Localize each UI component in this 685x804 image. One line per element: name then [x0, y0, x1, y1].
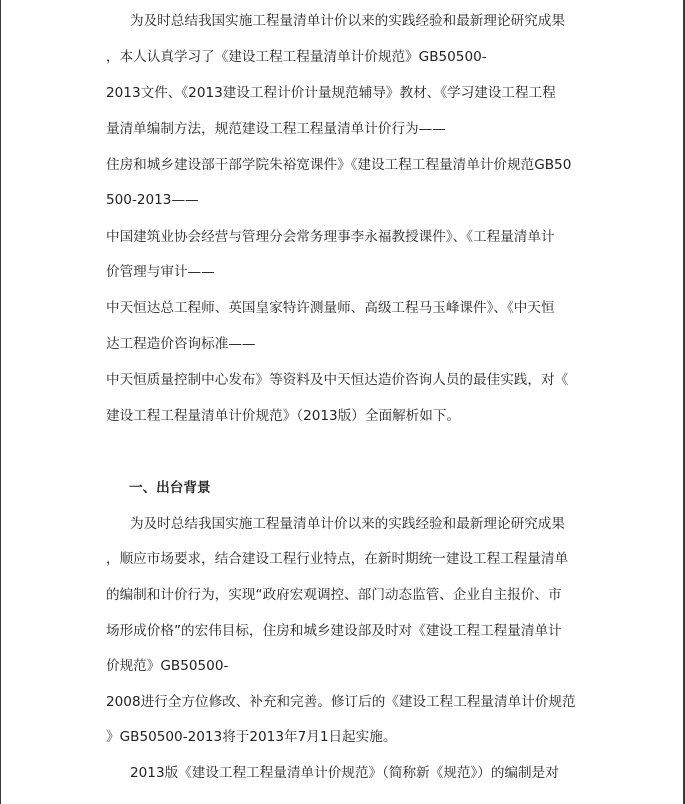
intro-line-2: ，本人认真学习了《建设工程工程量清单计价规范》GB50500- [106, 49, 487, 65]
intro-line-5: 住房和城乡建设部干部学院朱裕宽课件》《建设工程工程量清单计价规范GB50 [106, 157, 572, 173]
section-line-3: 的编制和计价行为，实现“政府宏观调控、部门动态监管、企业自主报价、市 [106, 587, 562, 603]
intro-line-10: 达工程造价咨询标准—— [106, 336, 256, 352]
intro-line-8: 价管理与审计—— [106, 264, 215, 280]
intro-line-9: 中天恒达总工程师、英国皇家特许测量师、高级工程马玉峰课件》、《中天恒 [106, 300, 555, 316]
intro-line-3: 2013文件、《2013建设工程计价计量规范辅导》教材、《学习建设工程工程 [106, 85, 556, 101]
section-line-7: 》GB50500-2013将于2013年7月1日起实施。 [106, 729, 397, 745]
section-line-5: 价规范》GB50500- [106, 658, 229, 674]
intro-line-6: 500-2013—— [106, 192, 199, 208]
section-line-4: 场形成价格”的宏伟目标，住房和城乡建设部及时对《建设工程工程量清单计 [106, 623, 562, 639]
intro-line-1: 为及时总结我国实施工程量清单计价以来的实践经验和最新理论研究成果 [130, 13, 565, 29]
section-heading: 一、出台背景 [129, 480, 211, 496]
page-left-border [0, 0, 1, 804]
section-line-8: 2013版《建设工程工程量清单计价规范》（简称新《规范》）的编制是对 [130, 765, 559, 781]
section-line-2: ，顺应市场要求，结合建设工程行业特点，在新时期统一建设工程工程量清单 [106, 551, 569, 567]
intro-line-4: 量清单编制方法，规范建设工程工程量清单计价行为—— [106, 121, 446, 137]
intro-line-11: 中天恒质量控制中心发布》等资料及中天恒达造价咨询人员的最佳实践，对《 [106, 372, 569, 388]
intro-line-12: 建设工程工程量清单计价规范》（2013版）全面解析如下。 [106, 408, 461, 424]
section-line-6: 2008进行全方位修改、补充和完善。修订后的《建设工程工程量清单计价规范 [106, 694, 576, 710]
intro-line-7: 中国建筑业协会经营与管理分会常务理事李永福教授课件》、《工程量清单计 [106, 229, 555, 245]
section-line-1: 为及时总结我国实施工程量清单计价以来的实践经验和最新理论研究成果 [130, 516, 565, 532]
